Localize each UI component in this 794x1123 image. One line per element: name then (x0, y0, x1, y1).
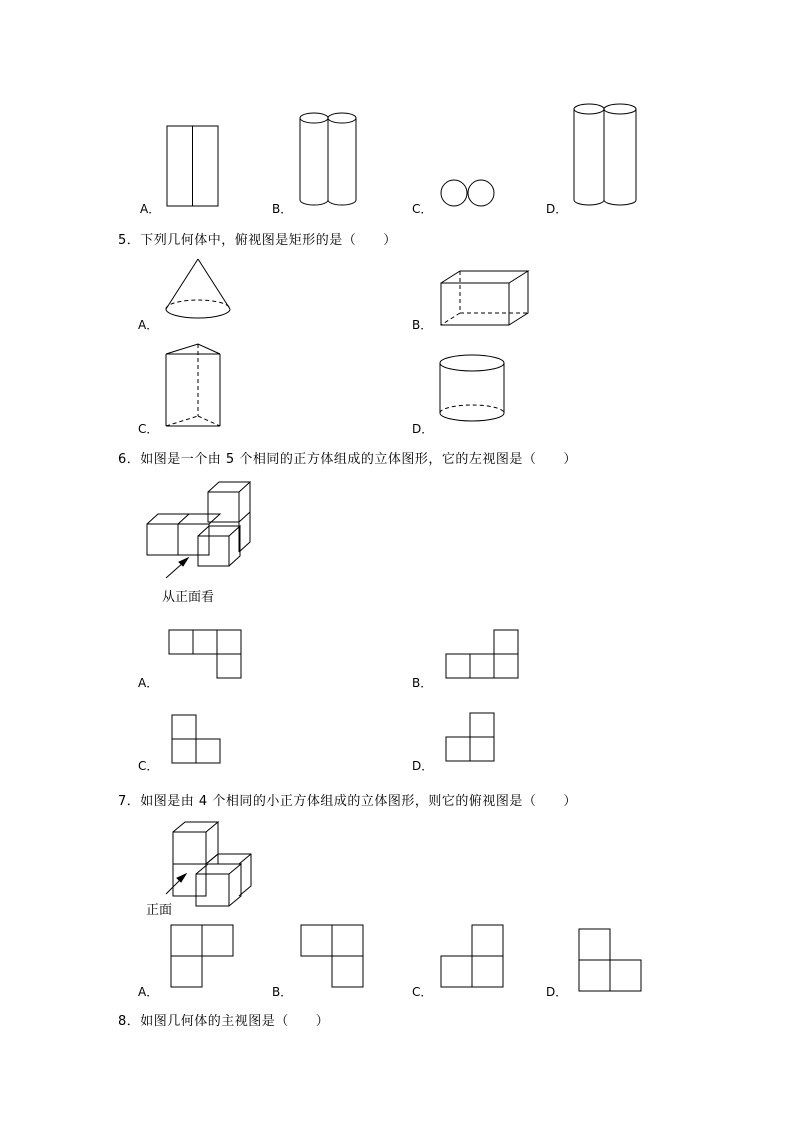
option-label-d[interactable]: D． (412, 422, 434, 436)
option-c-view-icon (438, 922, 506, 990)
cylinder-icon (438, 352, 508, 432)
option-label-a[interactable]: A． (138, 985, 159, 999)
question-number: 6． (118, 452, 141, 467)
five-cubes-figure-icon (140, 478, 256, 578)
option-a-view-icon (168, 628, 246, 682)
question-number: 5． (118, 233, 141, 248)
question-6-stem (118, 448, 577, 467)
question-text: 如图几何体的主视图是（ ） (140, 1014, 330, 1029)
two-circles-icon (436, 176, 500, 212)
question-7-stem (118, 790, 577, 809)
option-label-d[interactable]: D． (546, 985, 568, 999)
four-cubes-figure-icon (140, 818, 252, 910)
option-label-b[interactable]: B． (272, 202, 293, 216)
option-label-a[interactable]: A． (138, 676, 159, 690)
option-label-b[interactable]: B． (412, 676, 433, 690)
rectangular-prism-icon (436, 266, 534, 330)
question-text: 如图是一个由 5 个相同的正方体组成的立体图形，它的左视图是（ ） (140, 452, 577, 467)
two-cylinders-icon (296, 108, 366, 213)
option-label-b[interactable]: B． (272, 985, 293, 999)
option-label-c[interactable]: C． (412, 985, 433, 999)
option-label-d[interactable]: D． (412, 759, 434, 773)
two-tall-cylinders-icon (570, 100, 642, 212)
option-label-b[interactable]: B． (412, 318, 433, 332)
option-b-view-icon (444, 628, 524, 682)
question-number: 7． (118, 794, 141, 809)
question-number: 8． (118, 1014, 141, 1029)
option-c-view-icon (170, 712, 224, 766)
option-a-view-icon (168, 922, 236, 990)
option-label-a[interactable]: A． (140, 202, 161, 216)
option-b-view-icon (298, 922, 366, 990)
question-5-stem (118, 229, 397, 248)
figure-caption: 从正面看 (162, 590, 215, 605)
question-8-stem (118, 1010, 329, 1029)
option-d-view-icon (444, 712, 498, 766)
option-label-c[interactable]: C． (412, 202, 433, 216)
option-label-d[interactable]: D． (546, 202, 568, 216)
cone-icon (162, 256, 238, 328)
option-label-c[interactable]: C． (138, 422, 159, 436)
option-label-c[interactable]: C． (138, 759, 159, 773)
figure-caption: 正面 (146, 903, 173, 918)
two-rectangles-view-icon (160, 120, 230, 215)
triangular-prism-icon (160, 340, 226, 432)
option-label-a[interactable]: A． (138, 318, 159, 332)
question-text: 如图是由 4 个相同的小正方体组成的立体图形，则它的俯视图是（ ） (140, 794, 577, 809)
question-text: 下列几何体中，俯视图是矩形的是（ ） (140, 233, 397, 248)
option-d-view-icon (576, 926, 644, 994)
